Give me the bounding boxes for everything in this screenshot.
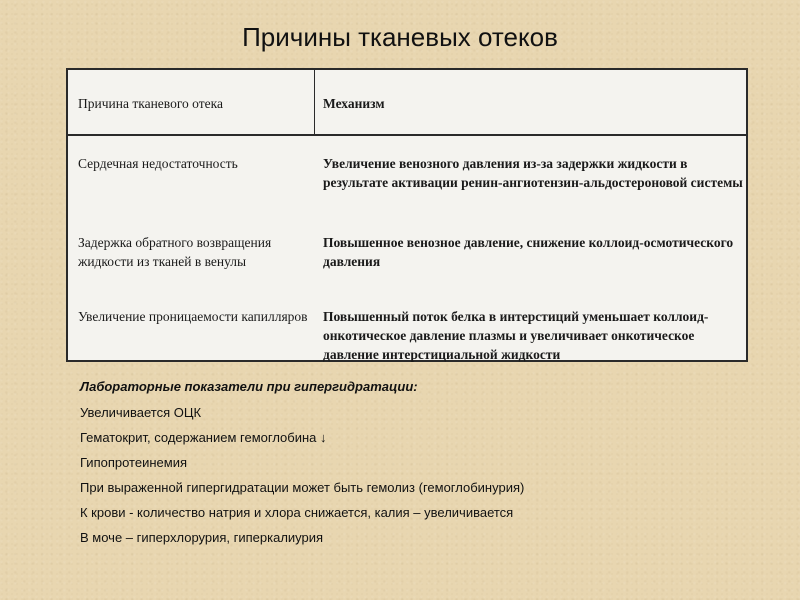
- lab-line: В моче – гиперхлорурия, гиперкалиурия: [80, 530, 324, 545]
- lab-line: Гипопротеинемия: [80, 455, 188, 470]
- lab-indicators: [80, 378, 780, 554]
- row-2-cause: Задержка обратного возвращения жидкости из тканей в венулы: [78, 235, 272, 269]
- lab-line: К крови - количество натрия и хлора снижается, калия – увеличивается: [80, 505, 514, 520]
- row-1-mechanism: Увеличение венозного давления из-за задержки жидкости в результате активации ренин-ангиотензин-альдостероновой системы: [323, 156, 743, 190]
- header-cause: Причина тканевого отека: [78, 96, 223, 111]
- row-3-cause: Увеличение проницаемости капилляров: [78, 309, 308, 324]
- row-2-mechanism: Повышенное венозное давление, снижение коллоид-осмотического давления: [323, 235, 734, 269]
- row-1-cause: Сердечная недостаточность: [78, 156, 238, 171]
- header-divider: [68, 134, 746, 136]
- page-title: Причины тканевых отеков: [242, 22, 558, 52]
- lab-line: При выраженной гипергидратации может быть гемолиз (гемоглобинурия): [80, 480, 525, 495]
- causes-table: [66, 68, 748, 362]
- lab-line: Гематокрит, содержанием гемоглобина ↓: [80, 430, 327, 445]
- lab-line: Увеличивается ОЦК: [80, 405, 202, 420]
- header-mechanism: Механизм: [323, 96, 385, 111]
- lab-title: Лабораторные показатели при гипергидратации:: [80, 379, 418, 394]
- header-column-divider: [314, 70, 315, 136]
- row-3-mechanism: Повышенный поток белка в интерстиций уменьшает коллоид-онкотическое давление плазмы и увеличивает онкотическое давление интерстициальной жидкости: [323, 309, 709, 362]
